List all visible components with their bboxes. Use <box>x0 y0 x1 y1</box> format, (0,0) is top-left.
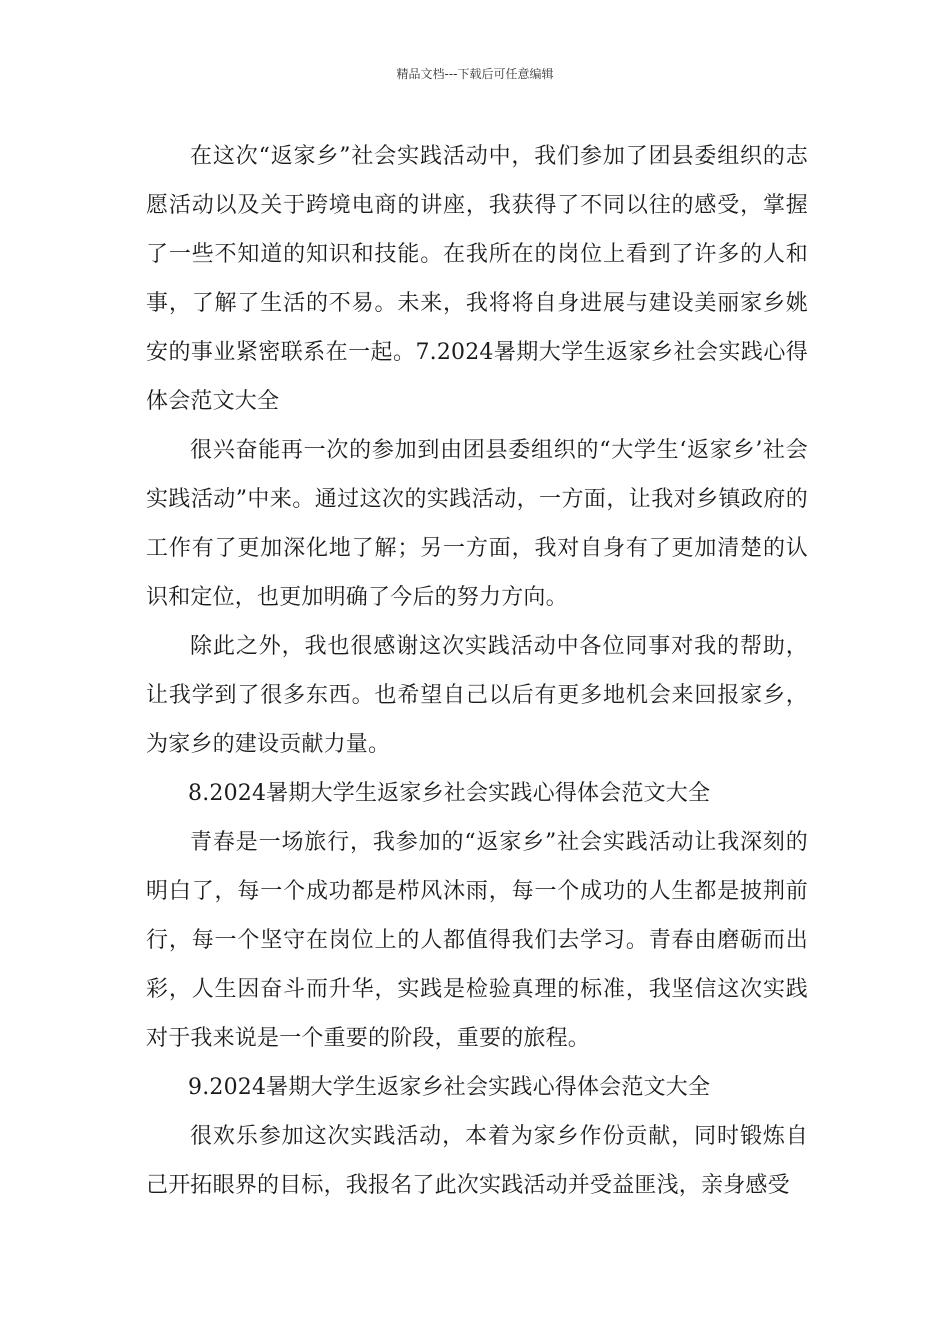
paragraph-happy-participation: 很欢乐参加这次实践活动，本着为家乡作份贡献，同时锻炼自己开拓眼界的目标，我报名了此次实践活动并受益匪浅，亲身感受 <box>146 1124 808 1198</box>
paragraph-thanks-colleagues: 除此之外，我也很感谢这次实践活动中各位同事对我的帮助，让我学到了很多东西。也希望自己以后有更多地机会来回报家乡，为家乡的建设贡献力量。 <box>146 634 808 757</box>
section-heading-8: 8.2024暑期大学生返家乡社会实践心得体会范文大全 <box>188 781 711 806</box>
page-header: 精品文档---下载后可任意编辑 <box>396 67 554 81</box>
section-heading-9: 9.2024暑期大学生返家乡社会实践心得体会范文大全 <box>188 1075 711 1100</box>
paragraph-practice-reflection: 在这次“返家乡”社会实践活动中，我们参加了团县委组织的志愿活动以及关于跨境电商的讲座，我获得了不同以往的感受，掌握了一些不知道的知识和技能。在我所在的岗位上看到了许多的人和事，了解了生活的不易。未来，我将将自身进展与建设美丽家乡姚安的事业紧密联系在一起。7.2024暑期大学生返家乡社会实践心得体会范文大全 <box>146 144 808 414</box>
paragraph-youth-journey: 青春是一场旅行，我参加的“返家乡”社会实践活动让我深刻的明白了，每一个成功都是栉风沐雨，每一个成功的人生都是披荆前行，每一个坚守在岗位上的人都值得我们去学习。青春由磨砺而出彩，人生因奋斗而升华，实践是检验真理的标准，我坚信这次实践对于我来说是一个重要的阶段，重要的旅程。 <box>146 830 808 1051</box>
document-body <box>146 132 808 1210</box>
paragraph-excited-participation: 很兴奋能再一次的参加到由团县委组织的“大学生‘返家乡’社会实践活动”中来。通过这次的实践活动，一方面，让我对乡镇政府的工作有了更加深化地了解；另一方面，我对自身有了更加清楚的认识和定位，也更加明确了今后的努力方向。 <box>146 438 808 610</box>
